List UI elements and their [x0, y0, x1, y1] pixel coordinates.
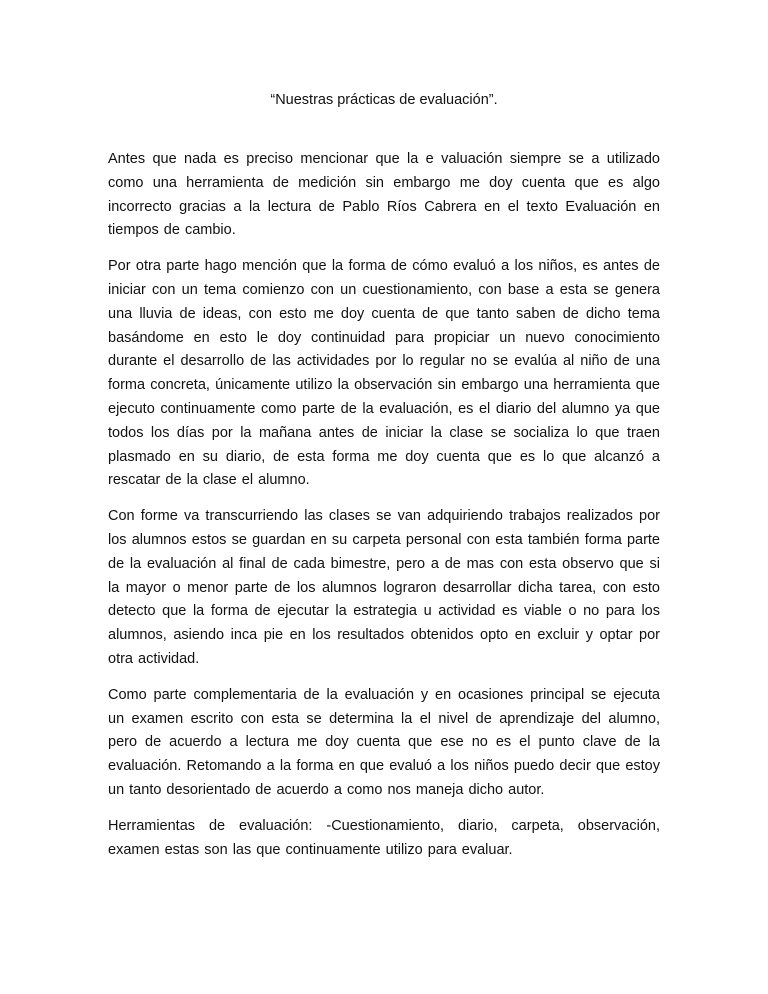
- paragraph-evaluation-method: Por otra parte hago mención que la forma de cómo evaluó a los niños, es antes de iniciar con un tema comienzo con un cuestionamiento, con base a esta se genera una lluvia de ideas, con esto me doy cuenta de que tanto saben de dicho tema basándome en esto le doy continuidad para propiciar un nuevo conocimiento durante el desarrollo de las actividades por lo regular no se evalúa al niño de una forma concreta, únicamente utilizo la observación sin embargo una herramienta que ejecuto continuamente como parte de la evaluación, es el diario del alumno ya que todos los días por la mañana antes de iniciar la clase se socializa lo que traen plasmado en su diario, de esta forma me doy cuenta que es lo que alcanzó a rescatar de la clase el alumno.: [108, 258, 660, 489]
- paragraph-written-exam: Como parte complementaria de la evaluación y en ocasiones principal se ejecuta un examen escrito con esta se determina la el nivel de aprendizaje del alumno, pero de acuerdo a lectura me doy cuenta que ese no es el punto clave de la evaluación. Retomando a la forma en que evaluó a los niños puedo decir que estoy un tanto desorientado de acuerdo a como nos maneja dicho autor.: [108, 686, 660, 798]
- paragraph-tools: Herramientas de evaluación: -Cuestionamiento, diario, carpeta, observación, examen estas son las que continuamente utilizo para evaluar.: [108, 817, 660, 858]
- paragraph-student-work: Con forme va transcurriendo las clases se van adquiriendo trabajos realizados por los alumnos estos se guardan en su carpeta personal con esta también forma parte de la evaluación al final de cada bimestre, pero a de mas con esta observo que si la mayor o menor parte de los alumnos lograron desarrollar dicha tarea, con esto detecto que la forma de ejecutar la estrategia u actividad es viable o no para los alumnos, asiendo inca pie en los resultados obtenidos opto en excluir y optar por otra actividad.: [108, 508, 660, 667]
- document-title: “Nuestras prácticas de evaluación”.: [270, 92, 498, 108]
- document-body: [108, 148, 660, 874]
- paragraph-intro: Antes que nada es preciso mencionar que la e valuación siempre se a utilizado como una herramienta de medición sin embargo me doy cuenta que es algo incorrecto gracias a la lectura de Pablo Ríos Cabrera en el texto Evaluación en tiempos de cambio.: [108, 151, 660, 239]
